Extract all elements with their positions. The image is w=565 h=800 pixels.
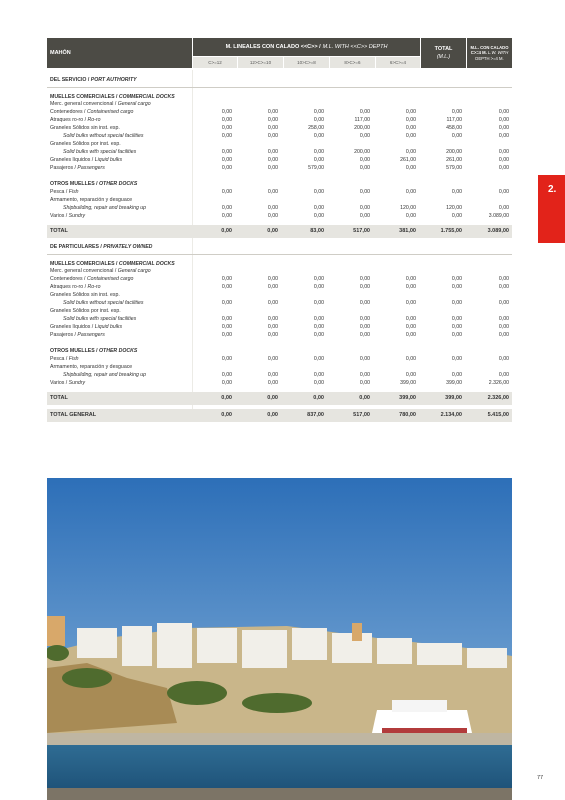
table-cell: 0,00 xyxy=(359,380,370,386)
table-cell: 0,00 xyxy=(221,109,232,115)
table-cell: 3.089,00 xyxy=(487,228,509,234)
table-cell: 0,00 xyxy=(313,372,324,378)
table-cell: 0,00 xyxy=(359,109,370,115)
table-cell: 0,00 xyxy=(451,356,462,362)
table-cell: 2.326,00 xyxy=(487,395,509,401)
table-row: Pesca / Fish 0,00 0,00 0,00 0,00 0,00 0,00 0,00 xyxy=(50,189,509,195)
table-cell: 0,00 xyxy=(359,205,370,211)
table-cell: 399,00 xyxy=(446,380,462,386)
divider xyxy=(47,254,512,255)
table-cell: 0,00 xyxy=(313,133,324,139)
table-row: Merc. general convencional / General cargo xyxy=(50,101,151,107)
table-cell: 0,00 xyxy=(267,284,278,290)
table-cell: 0,00 xyxy=(313,324,324,330)
table-cell: 0,00 xyxy=(221,157,232,163)
group-heading: OTROS MUELLES / OTHER DOCKS xyxy=(50,181,138,187)
table-cell: 0,00 xyxy=(498,189,509,195)
table-row: Armamento, reparación y desguace xyxy=(50,197,133,203)
table-cell: 0,00 xyxy=(405,276,416,282)
table-row: Solid bulks without special facilities 0,00 0,00 0,00 0,00 0,00 0,00 0,00 xyxy=(63,133,509,139)
table-cell: 0,00 xyxy=(267,228,278,234)
table-cell: 0,00 xyxy=(451,189,462,195)
table-cell: 0,00 xyxy=(313,189,324,195)
table-cell: 0,00 xyxy=(267,356,278,362)
table-cell: 0,00 xyxy=(267,189,278,195)
table-cell: 0,00 xyxy=(405,125,416,131)
table-cell: 0,00 xyxy=(405,356,416,362)
table-cell: 0,00 xyxy=(313,380,324,386)
table-cell: 0,00 xyxy=(267,300,278,306)
table-cell: 0,00 xyxy=(221,316,232,322)
table-row: Graneles Sólidos sin inst. esp. 0,00 0,00 258,00 200,00 0,00 458,00 0,00 xyxy=(50,125,509,131)
table-cell: 0,00 xyxy=(498,276,509,282)
table-row: Graneles Sólidos por inst. esp. xyxy=(50,141,121,147)
table-cell: 200,00 xyxy=(446,149,462,155)
table-cell: 0,00 xyxy=(221,395,232,401)
table-cell: 0,00 xyxy=(405,149,416,155)
table-cell: 458,00 xyxy=(446,125,462,131)
table-cell: 0,00 xyxy=(405,133,416,139)
table-cell: 0,00 xyxy=(405,117,416,123)
table-header xyxy=(47,38,512,68)
table-cell: 0,00 xyxy=(405,324,416,330)
table-cell: 0,00 xyxy=(221,276,232,282)
table-cell: 0,00 xyxy=(267,165,278,171)
table-cell: 0,00 xyxy=(267,133,278,139)
table-cell: 0,00 xyxy=(498,109,509,115)
table-cell: 0,00 xyxy=(221,213,232,219)
table-row: Varios / Sundry 0,00 0,00 0,00 0,00 399,00 399,00 2.326,00 xyxy=(50,380,509,386)
table-cell: 0,00 xyxy=(313,149,324,155)
table-cell: 517,00 xyxy=(353,412,370,418)
table-row: Atraques ro-ro / Ro-ro 0,00 0,00 0,00 0,00 0,00 0,00 0,00 xyxy=(50,284,509,290)
table-cell: 0,00 xyxy=(267,316,278,322)
table-cell: 0,00 xyxy=(221,284,232,290)
table-cell: 0,00 xyxy=(221,300,232,306)
subcol-header: 10>C>=8 xyxy=(284,57,329,68)
table-cell: 0,00 xyxy=(359,356,370,362)
table-cell: 0,00 xyxy=(221,125,232,131)
table-cell: 0,00 xyxy=(267,324,278,330)
subcol-header: 8>C>=6 xyxy=(330,57,375,68)
table-cell: 0,00 xyxy=(405,332,416,338)
table-cell: 0,00 xyxy=(221,356,232,362)
table-cell: 0,00 xyxy=(313,316,324,322)
table-row: Shipbuilding, repair and breaking up 0,00 0,00 0,00 0,00 0,00 0,00 0,00 xyxy=(63,372,509,378)
table-cell: 0,00 xyxy=(267,117,278,123)
table-row: Graneles Sólidos por inst. esp. xyxy=(50,308,121,314)
table-cell: 0,00 xyxy=(359,189,370,195)
harbour-photo xyxy=(47,478,512,800)
table-cell: 0,00 xyxy=(359,316,370,322)
table-cell: 517,00 xyxy=(353,228,370,234)
section-heading: DE PARTICULARES / PRIVATELY OWNED xyxy=(50,244,153,250)
table-cell: 120,00 xyxy=(446,205,462,211)
table-cell: 399,00 xyxy=(445,395,462,401)
subcol-header: C>=12 xyxy=(193,57,237,68)
section-heading: DEL SERVICIO / PORT AUTHORITY xyxy=(50,77,137,83)
table-cell: 399,00 xyxy=(400,380,416,386)
table-cell: 0,00 xyxy=(498,316,509,322)
table-cell: 0,00 xyxy=(498,165,509,171)
table-cell: 0,00 xyxy=(267,412,278,418)
table-cell: 0,00 xyxy=(221,332,232,338)
table-cell: 0,00 xyxy=(498,133,509,139)
table-cell: 0,00 xyxy=(451,284,462,290)
table-cell: 0,00 xyxy=(359,165,370,171)
depth-group-header: M. LINEALES CON CALADO <<C>> / M.L. WITH <<C>> DEPTH xyxy=(193,38,420,56)
ml-depth-header: M.L. CON CALADO C>=4 M. L.W. WITH DEPTH >=4 M. xyxy=(467,38,512,68)
table-row: Pasajeros / Passengers 0,00 0,00 579,00 0,00 0,00 579,00 0,00 xyxy=(50,165,509,171)
grand-total-row: TOTAL GENERAL 0,00 0,00 837,00 517,00 780,00 2.134,00 5.415,00 xyxy=(47,409,512,422)
table-cell: 2.134,00 xyxy=(440,412,462,418)
table-cell: 0,00 xyxy=(267,380,278,386)
table-cell: 0,00 xyxy=(451,109,462,115)
table-cell: 117,00 xyxy=(354,117,370,123)
table-row: Solid bulks with special facilities 0,00 0,00 0,00 200,00 0,00 200,00 0,00 xyxy=(63,149,509,155)
subcol-header: 6>C>=4 xyxy=(376,57,420,68)
page-number: 77 xyxy=(537,775,544,781)
table-cell: 200,00 xyxy=(354,149,370,155)
table-cell: 0,00 xyxy=(221,133,232,139)
table-cell: 0,00 xyxy=(313,300,324,306)
table-cell: 0,00 xyxy=(498,149,509,155)
table-cell: 0,00 xyxy=(221,228,232,234)
table-cell: 0,00 xyxy=(451,316,462,322)
table-cell: 0,00 xyxy=(498,324,509,330)
table-cell: 261,00 xyxy=(446,157,462,163)
table-cell: 837,00 xyxy=(307,412,324,418)
table-row: Graneles Sólidos sin inst. esp. xyxy=(50,292,120,298)
table-cell: 0,00 xyxy=(221,149,232,155)
table-row: Solid bulks without special facilities 0,00 0,00 0,00 0,00 0,00 0,00 0,00 xyxy=(63,300,509,306)
table-cell: 200,00 xyxy=(354,125,370,131)
table-cell: 0,00 xyxy=(313,395,324,401)
table-cell: 0,00 xyxy=(451,300,462,306)
table-cell: 0,00 xyxy=(405,316,416,322)
table-cell: 0,00 xyxy=(498,284,509,290)
table-cell: 258,00 xyxy=(308,125,324,131)
table-cell: 0,00 xyxy=(313,332,324,338)
table-cell: 0,00 xyxy=(451,324,462,330)
table-row: Armamento, reparación y desguace xyxy=(50,364,133,370)
table-cell: 0,00 xyxy=(267,332,278,338)
table-cell: 0,00 xyxy=(359,213,370,219)
table-cell: 0,00 xyxy=(405,284,416,290)
table-cell: 0,00 xyxy=(267,149,278,155)
table-cell: 0,00 xyxy=(267,276,278,282)
table-cell: 0,00 xyxy=(267,109,278,115)
table-cell: 0,00 xyxy=(221,380,232,386)
table-cell: 0,00 xyxy=(313,157,324,163)
table-row: Graneles líquidos / Liquid bulks 0,00 0,00 0,00 0,00 261,00 261,00 0,00 xyxy=(50,157,509,163)
table-cell: 0,00 xyxy=(359,157,370,163)
port-name: MAHÓN xyxy=(47,38,192,68)
table-cell: 0,00 xyxy=(313,109,324,115)
table-cell: 0,00 xyxy=(359,324,370,330)
table-cell: 0,00 xyxy=(498,372,509,378)
table-cell: 0,00 xyxy=(221,117,232,123)
table-cell: 0,00 xyxy=(498,117,509,123)
table-cell: 0,00 xyxy=(451,133,462,139)
table-row: Shipbuilding, repair and breaking up 0,00 0,00 0,00 0,00 120,00 120,00 0,00 xyxy=(63,205,509,211)
table-cell: 0,00 xyxy=(405,109,416,115)
table-cell: 399,00 xyxy=(399,395,416,401)
table-cell: 0,00 xyxy=(405,300,416,306)
table-row: Merc. general convencional / General cargo xyxy=(50,268,151,274)
table-cell: 0,00 xyxy=(498,157,509,163)
group-heading: OTROS MUELLES / OTHER DOCKS xyxy=(50,348,138,354)
table-cell: 0,00 xyxy=(451,276,462,282)
table-cell: 0,00 xyxy=(359,372,370,378)
table-cell: 0,00 xyxy=(498,205,509,211)
table-cell: 381,00 xyxy=(399,228,416,234)
table-cell: 0,00 xyxy=(405,165,416,171)
table-cell: 120,00 xyxy=(400,205,416,211)
table-cell: 0,00 xyxy=(221,412,232,418)
subcol-header: 12>C>=10 xyxy=(238,57,283,68)
table-cell: 261,00 xyxy=(400,157,416,163)
table-cell: 0,00 xyxy=(313,276,324,282)
table-cell: 0,00 xyxy=(359,395,370,401)
table-cell: 0,00 xyxy=(267,125,278,131)
table-cell: 0,00 xyxy=(267,213,278,219)
table-cell: 0,00 xyxy=(221,372,232,378)
table-cell: 0,00 xyxy=(405,372,416,378)
table-cell: 0,00 xyxy=(221,205,232,211)
table-cell: 117,00 xyxy=(446,117,462,123)
table-cell: 0,00 xyxy=(451,213,462,219)
table-cell: 5.415,00 xyxy=(487,412,509,418)
table-cell: 780,00 xyxy=(399,412,416,418)
table-cell: 0,00 xyxy=(498,356,509,362)
table-cell: 0,00 xyxy=(451,332,462,338)
table-cell: 0,00 xyxy=(498,300,509,306)
table-cell: 0,00 xyxy=(267,205,278,211)
total-row: TOTAL 0,00 0,00 83,00 517,00 381,00 1.755,00 3.089,00 xyxy=(47,225,512,238)
table-cell: 579,00 xyxy=(308,165,324,171)
table-cell: 0,00 xyxy=(405,213,416,219)
table-cell: 0,00 xyxy=(451,372,462,378)
table-cell: 0,00 xyxy=(359,300,370,306)
table-row: Pesca / Fish 0,00 0,00 0,00 0,00 0,00 0,00 0,00 xyxy=(50,356,509,362)
table-cell: 2.326,00 xyxy=(488,380,509,386)
table-cell: 0,00 xyxy=(313,117,324,123)
divider xyxy=(47,87,512,88)
table-cell: 0,00 xyxy=(221,324,232,330)
table-cell: 0,00 xyxy=(221,189,232,195)
table-cell: 0,00 xyxy=(267,157,278,163)
table-cell: 3.089,00 xyxy=(488,213,509,219)
table-row: Atraques ro-ro / Ro-ro 0,00 0,00 0,00 117,00 0,00 117,00 0,00 xyxy=(50,117,509,123)
table-cell: 83,00 xyxy=(310,228,324,234)
table-cell: 0,00 xyxy=(221,165,232,171)
table-row: Varios / Sundry 0,00 0,00 0,00 0,00 0,00 0,00 3.089,00 xyxy=(50,213,509,219)
total-row: TOTAL 0,00 0,00 0,00 0,00 399,00 399,00 2.326,00 xyxy=(47,392,512,405)
group-heading: MUELLES COMERCIALES / COMMERCIAL DOCKS xyxy=(50,94,175,100)
table-cell: 0,00 xyxy=(359,133,370,139)
group-heading: MUELLES COMERCIALES / COMMERCIAL DOCKS xyxy=(50,261,175,267)
table-row: Contenedores / Containerised cargo 0,00 0,00 0,00 0,00 0,00 0,00 0,00 xyxy=(50,276,509,282)
table-cell: 0,00 xyxy=(359,332,370,338)
table-cell: 0,00 xyxy=(359,276,370,282)
table-row: Contenedores / Containerised cargo 0,00 0,00 0,00 0,00 0,00 0,00 0,00 xyxy=(50,109,509,115)
chapter-tab: 2. xyxy=(538,175,565,243)
table-cell: 0,00 xyxy=(313,213,324,219)
table-cell: 1.755,00 xyxy=(440,228,462,234)
table-cell: 0,00 xyxy=(313,205,324,211)
table-cell: 579,00 xyxy=(446,165,462,171)
table-cell: 0,00 xyxy=(498,125,509,131)
table-row: Pasajeros / Passengers 0,00 0,00 0,00 0,00 0,00 0,00 0,00 xyxy=(50,332,509,338)
table-cell: 0,00 xyxy=(313,284,324,290)
table-cell: 0,00 xyxy=(498,332,509,338)
table-cell: 0,00 xyxy=(359,284,370,290)
table-cell: 0,00 xyxy=(267,372,278,378)
table-row: Graneles líquidos / Liquid bulks 0,00 0,00 0,00 0,00 0,00 0,00 0,00 xyxy=(50,324,509,330)
table-cell: 0,00 xyxy=(405,189,416,195)
table-cell: 0,00 xyxy=(313,356,324,362)
table-row: Solid bulks with special facilities 0,00 0,00 0,00 0,00 0,00 0,00 0,00 xyxy=(63,316,509,322)
table-cell: 0,00 xyxy=(267,395,278,401)
total-ml-header: TOTAL (M.L.) xyxy=(421,38,466,68)
